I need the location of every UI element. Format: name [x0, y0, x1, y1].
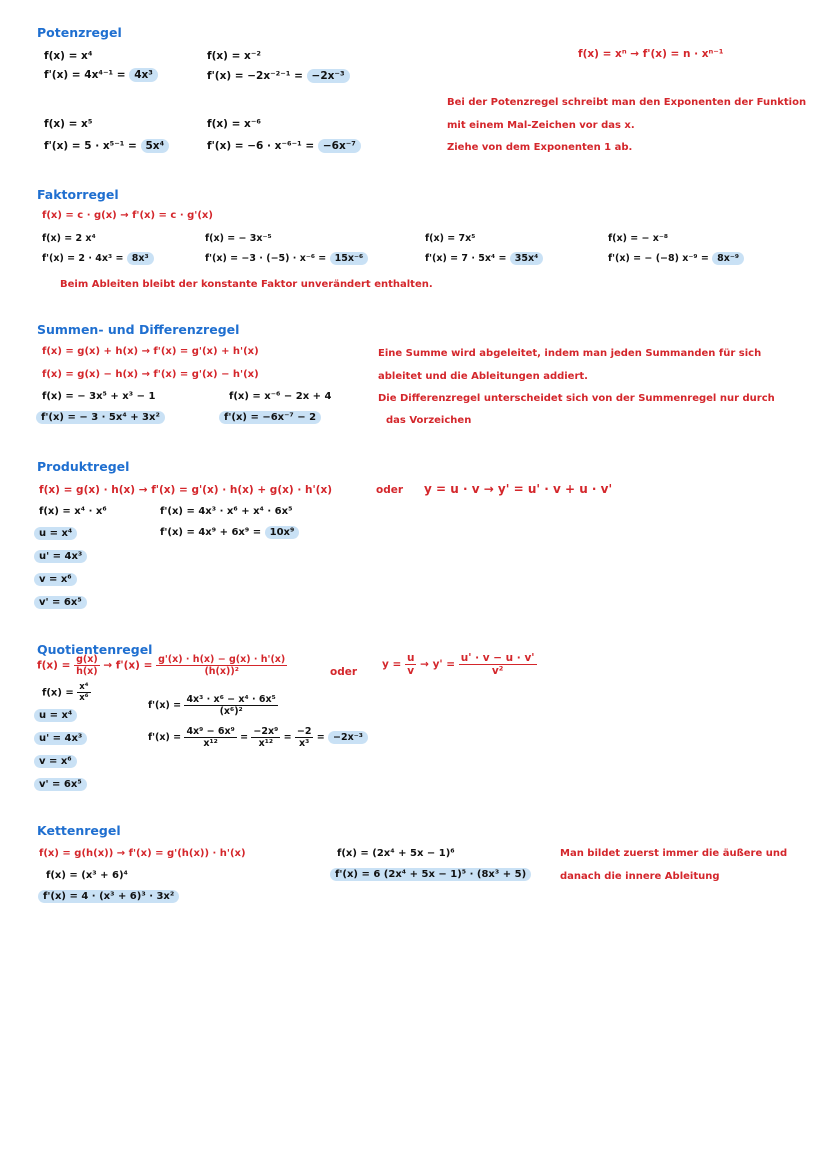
potenz-example-3-function: f(x) = x⁵	[44, 118, 93, 130]
derivative-step: f'(x) = 5 · x⁵⁻¹ =	[44, 140, 137, 152]
fraction-denominator: x¹²	[258, 738, 274, 749]
derivative-step: f'(x) = 4x⁴⁻¹ =	[44, 69, 126, 81]
fraction-denominator: x³	[299, 738, 310, 749]
fraction-numerator: 4x³ · x⁶ − x⁴ · 6x⁵	[186, 694, 276, 705]
fraction-denominator: (x⁶)²	[219, 706, 243, 717]
fraction-denominator: v²	[491, 665, 504, 677]
section-title-potenzregel: Potenzregel	[37, 25, 122, 40]
equals-sign: =	[316, 732, 325, 743]
alt-derivative-fraction	[459, 652, 537, 677]
ketten-example-2-function: f(x) = (2x⁴ + 5x − 1)⁶	[337, 848, 455, 859]
quotient-u-prime	[34, 733, 87, 744]
produkt-formula: f(x) = g(x) · h(x) → f'(x) = g'(x) · h(x) + g(x) · h'(x)	[39, 484, 333, 496]
potenz-example-1-function: f(x) = x⁴	[44, 50, 93, 62]
quotient-g-over-h	[74, 654, 100, 677]
produkt-example-derivative-2	[160, 527, 299, 538]
quotient-oder: oder	[330, 666, 358, 678]
faktor-example-4-derivative	[608, 253, 744, 264]
produkt-u	[34, 528, 77, 539]
summen-note-line-2: ableitet und die Ableitungen addiert.	[378, 371, 588, 382]
highlighted-u: u = x⁴	[34, 709, 77, 722]
faktor-example-3-derivative	[425, 253, 543, 264]
faktor-formula: f(x) = c · g(x) → f'(x) = c · g'(x)	[42, 210, 213, 221]
highlighted-u-prime: u' = 4x³	[34, 550, 87, 563]
summen-formula-1: f(x) = g(x) + h(x) → f'(x) = g'(x) + h'(x)	[42, 346, 259, 357]
highlighted-result: 10x⁹	[265, 526, 300, 539]
potenz-note-line-2: mit einem Mal-Zeichen vor das x.	[447, 120, 635, 131]
produkt-v-prime	[34, 597, 87, 608]
faktor-example-4-function: f(x) = − x⁻⁸	[608, 233, 669, 244]
derivative-step: f'(x) = −6 · x⁻⁶⁻¹ =	[207, 140, 315, 152]
quotient-formula	[37, 654, 287, 677]
fraction-numerator: g(x)	[76, 654, 98, 665]
fraction-numerator: u	[406, 652, 415, 664]
derivative-step: f'(x) = 2 · 4x³ =	[42, 253, 124, 264]
derivative-step: f'(x) = −3 · (−5) · x⁻⁶ =	[205, 253, 327, 264]
summen-note-line-4: das Vorzeichen	[386, 415, 472, 426]
alt-lhs: y =	[382, 658, 402, 671]
ketten-note-line-1: Man bildet zuerst immer die äußere und	[560, 848, 788, 859]
faktor-example-3-function: f(x) = 7x⁵	[425, 233, 476, 244]
potenz-example-4-derivative	[207, 140, 361, 152]
potenz-example-2-function: f(x) = x⁻²	[207, 50, 261, 62]
highlighted-v-prime: v' = 6x⁵	[34, 596, 87, 609]
potenz-note-line-1: Bei der Potenzregel schreibt man den Exponenten der Funktion	[447, 97, 807, 108]
quotient-derivative-step-1	[148, 694, 278, 717]
fraction-numerator: x⁴	[79, 682, 89, 692]
fraction-denominator: x⁶	[79, 693, 89, 703]
quotient-v	[34, 756, 77, 767]
step-lhs: f'(x) =	[148, 700, 182, 711]
derivative-step: f'(x) = 7 · 5x⁴ =	[425, 253, 507, 264]
alt-u-over-v	[405, 652, 416, 677]
summen-example-1-derivative	[36, 412, 165, 423]
summen-note-line-1: Eine Summe wird abgeleitet, indem man jeden Summanden für sich	[378, 348, 762, 359]
fraction-numerator: −2x⁹	[253, 726, 279, 737]
fraction-denominator: (h(x))²	[204, 666, 239, 677]
highlighted-result: f'(x) = − 3 · 5x⁴ + 3x²	[36, 411, 165, 424]
highlighted-result: 35x⁴	[510, 252, 544, 265]
summen-note-line-3: Die Differenzregel unterscheidet sich von der Summenregel nur durch	[378, 393, 775, 404]
highlighted-result: f'(x) = −6x⁻⁷ − 2	[219, 411, 321, 424]
section-title-kettenregel: Kettenregel	[37, 823, 121, 838]
ketten-example-1-function: f(x) = (x³ + 6)⁴	[46, 870, 128, 881]
ketten-example-1-derivative	[38, 891, 179, 902]
highlighted-result: 8x⁻⁹	[712, 252, 744, 265]
quotient-alternative-formula	[382, 652, 537, 677]
quotient-derivative-step-2	[148, 726, 368, 749]
quotient-arrow: → f'(x) =	[103, 659, 153, 672]
highlighted-result: 15x⁻⁶	[330, 252, 369, 265]
produkt-alternative-formula: y = u · v → y' = u' · v + u · v'	[424, 482, 613, 496]
quotient-v-prime	[34, 779, 87, 790]
equals-sign: =	[283, 732, 292, 743]
highlighted-result: 4x³	[129, 68, 158, 82]
fraction-numerator: g'(x) · h(x) − g(x) · h'(x)	[158, 654, 286, 665]
faktor-example-1-derivative	[42, 253, 154, 264]
produkt-example-derivative-1: f'(x) = 4x³ · x⁶ + x⁴ · 6x⁵	[160, 506, 293, 517]
section-title-faktorregel: Faktorregel	[37, 187, 119, 202]
fraction-numerator: −2	[296, 726, 312, 737]
highlighted-v-prime: v' = 6x⁵	[34, 778, 87, 791]
summen-example-1-function: f(x) = − 3x⁵ + x³ − 1	[42, 391, 156, 402]
highlighted-result: −2x⁻³	[307, 69, 350, 83]
potenz-example-4-function: f(x) = x⁻⁶	[207, 118, 261, 130]
produkt-v	[34, 574, 77, 585]
produkt-oder: oder	[376, 484, 404, 496]
summen-formula-2: f(x) = g(x) − h(x) → f'(x) = g'(x) − h'(x)	[42, 369, 259, 380]
step-lhs: f'(x) =	[148, 732, 182, 743]
produkt-u-prime	[34, 551, 87, 562]
derivative-step: f'(x) = −2x⁻²⁻¹ =	[207, 70, 303, 82]
fraction-denominator: v	[407, 665, 415, 677]
potenz-formula: f(x) = xⁿ → f'(x) = n · xⁿ⁻¹	[578, 48, 724, 60]
quotient-example-function	[42, 682, 91, 703]
potenz-example-3-derivative	[44, 140, 169, 152]
example-lhs: f(x) =	[42, 687, 74, 699]
step-fraction	[251, 726, 280, 749]
potenz-example-1-derivative	[44, 69, 158, 81]
ketten-note-line-2: danach die innere Ableitung	[560, 871, 720, 882]
highlighted-result: f'(x) = 6 (2x⁴ + 5x − 1)⁵ · (8x³ + 5)	[330, 868, 531, 881]
fraction-denominator: x¹²	[203, 738, 218, 749]
potenz-example-2-derivative	[207, 70, 350, 82]
step-fraction	[295, 726, 314, 749]
derivative-step: f'(x) = 4x⁹ + 6x⁹ =	[160, 527, 262, 538]
alt-arrow: → y' =	[420, 658, 456, 671]
example-fraction	[77, 682, 90, 703]
section-title-quotientenregel: Quotientenregel	[37, 642, 153, 657]
fraction-denominator: h(x)	[76, 666, 98, 677]
faktor-example-2-derivative	[205, 253, 368, 264]
summen-example-2-derivative	[219, 412, 321, 423]
equals-sign: =	[240, 732, 249, 743]
highlighted-v: v = x⁶	[34, 755, 77, 768]
highlighted-u: u = x⁴	[34, 527, 77, 540]
highlighted-result: −2x⁻³	[328, 731, 368, 744]
potenz-note-line-3: Ziehe von dem Exponenten 1 ab.	[447, 142, 633, 153]
faktor-note: Beim Ableiten bleibt der konstante Faktor unverändert enthalten.	[60, 279, 433, 290]
fraction-numerator: u' · v − u · v'	[460, 652, 535, 664]
quotient-lhs: f(x) =	[37, 659, 71, 672]
highlighted-u-prime: u' = 4x³	[34, 732, 87, 745]
highlighted-result: 8x³	[127, 252, 154, 265]
fraction-numerator: 4x⁹ − 6x⁹	[186, 726, 235, 737]
summen-example-2-function: f(x) = x⁻⁶ − 2x + 4	[229, 391, 332, 402]
highlighted-result: 5x⁴	[141, 139, 170, 153]
highlighted-result: −6x⁻⁷	[318, 139, 361, 153]
highlighted-v: v = x⁶	[34, 573, 77, 586]
ketten-formula: f(x) = g(h(x)) → f'(x) = g'(h(x)) · h'(x)	[39, 848, 246, 859]
faktor-example-2-function: f(x) = − 3x⁻⁵	[205, 233, 272, 244]
ketten-example-2-derivative	[330, 869, 531, 880]
highlighted-result: f'(x) = 4 · (x³ + 6)³ · 3x²	[38, 890, 179, 903]
quotient-u	[34, 710, 77, 721]
faktor-example-1-function: f(x) = 2 x⁴	[42, 233, 96, 244]
section-title-produktregel: Produktregel	[37, 459, 130, 474]
step-fraction	[184, 726, 236, 749]
step-fraction	[184, 694, 277, 717]
derivative-step: f'(x) = − (−8) x⁻⁹ =	[608, 253, 709, 264]
quotient-derivative-fraction	[156, 654, 287, 677]
produkt-example-function: f(x) = x⁴ · x⁶	[39, 506, 107, 517]
section-title-summenregel: Summen- und Differenzregel	[37, 322, 240, 337]
